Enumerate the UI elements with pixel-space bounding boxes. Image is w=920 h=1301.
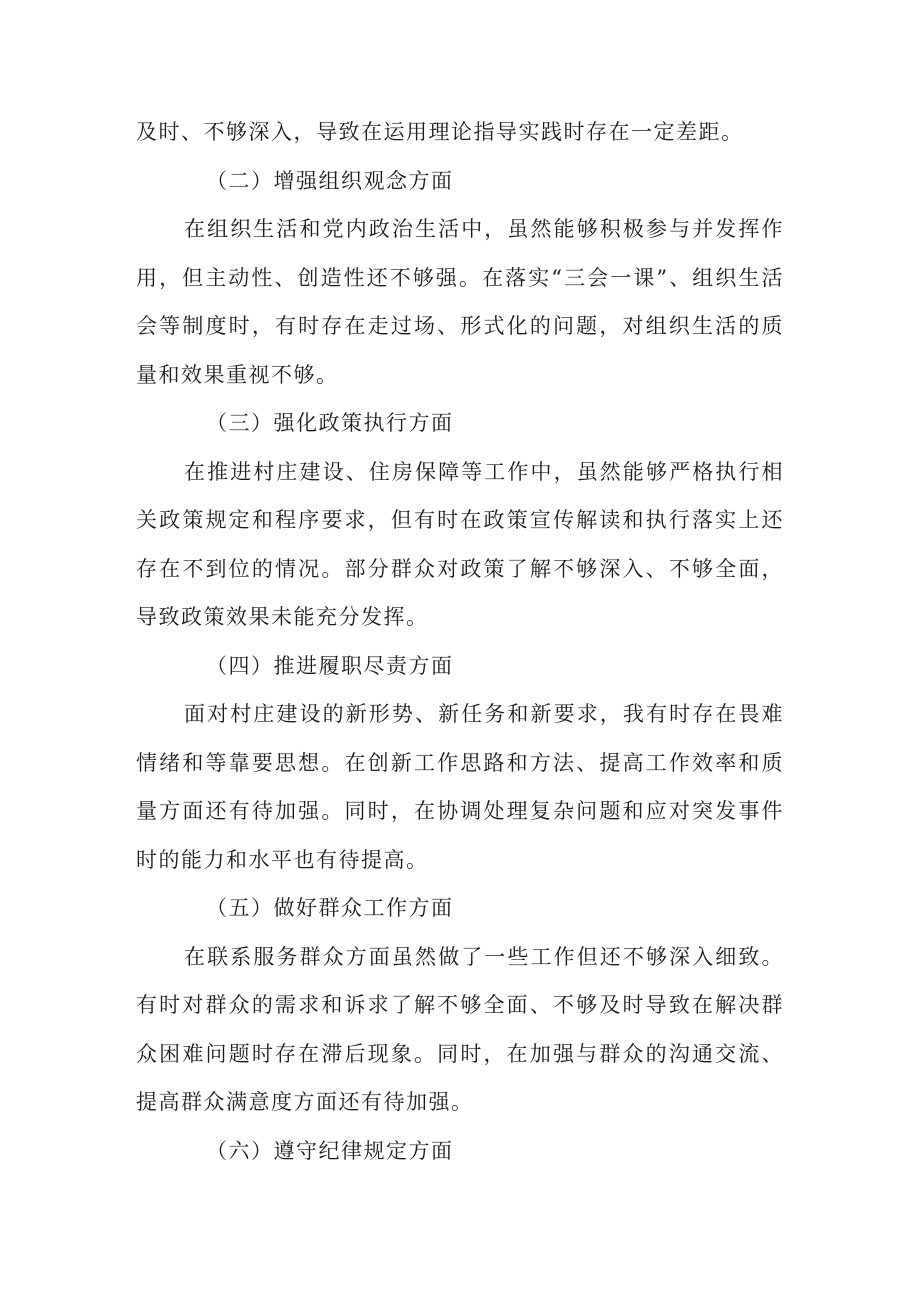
section-heading-3: （三）强化政策执行方面 xyxy=(206,411,454,435)
section-heading-4: （四）推进履职尽责方面 xyxy=(206,653,454,678)
section-heading-2: （二）增强组织观念方面 xyxy=(206,168,454,193)
paragraph-organization: 在组织生活和党内政治生活中，虽然能够积极参与并发挥作用，但主动性、创造性还不够强。在落实“三会一课”、组织生活会等制度时，有时存在走过场、形式化的问题，对组织生活的质量和效果重视不够。 xyxy=(136,217,784,387)
section-heading-6: （六）遵守纪律规定方面 xyxy=(206,1138,454,1163)
document-body xyxy=(136,108,784,1175)
paragraph-duty: 面对村庄建设的新形势、新任务和新要求，我有时存在畏难情绪和等靠要思想。在创新工作思路和方法、提高工作效率和质量方面还有待加强。同时，在协调处理复杂问题和应对突发事件时的能力和水平也有待提高。 xyxy=(136,702,784,872)
section-heading-5: （五）做好群众工作方面 xyxy=(206,896,454,920)
paragraph-continued: 及时、不够深入，导致在运用理论指导实践时存在一定差距。 xyxy=(136,120,744,144)
paragraph-policy: 在推进村庄建设、住房保障等工作中，虽然能够严格执行相关政策规定和程序要求，但有时在政策宣传解读和执行落实上还存在不到位的情况。部分群众对政策了解不够深入、不够全面，导致政策效果未能充分发挥。 xyxy=(136,459,784,629)
paragraph-masses: 在联系服务群众方面虽然做了一些工作但还不够深入细致。有时对群众的需求和诉求了解不够全面、不够及时导致在解决群众困难问题时存在滞后现象。同时，在加强与群众的沟通交流、提高群众满意度方面还有待加强。 xyxy=(136,944,784,1114)
